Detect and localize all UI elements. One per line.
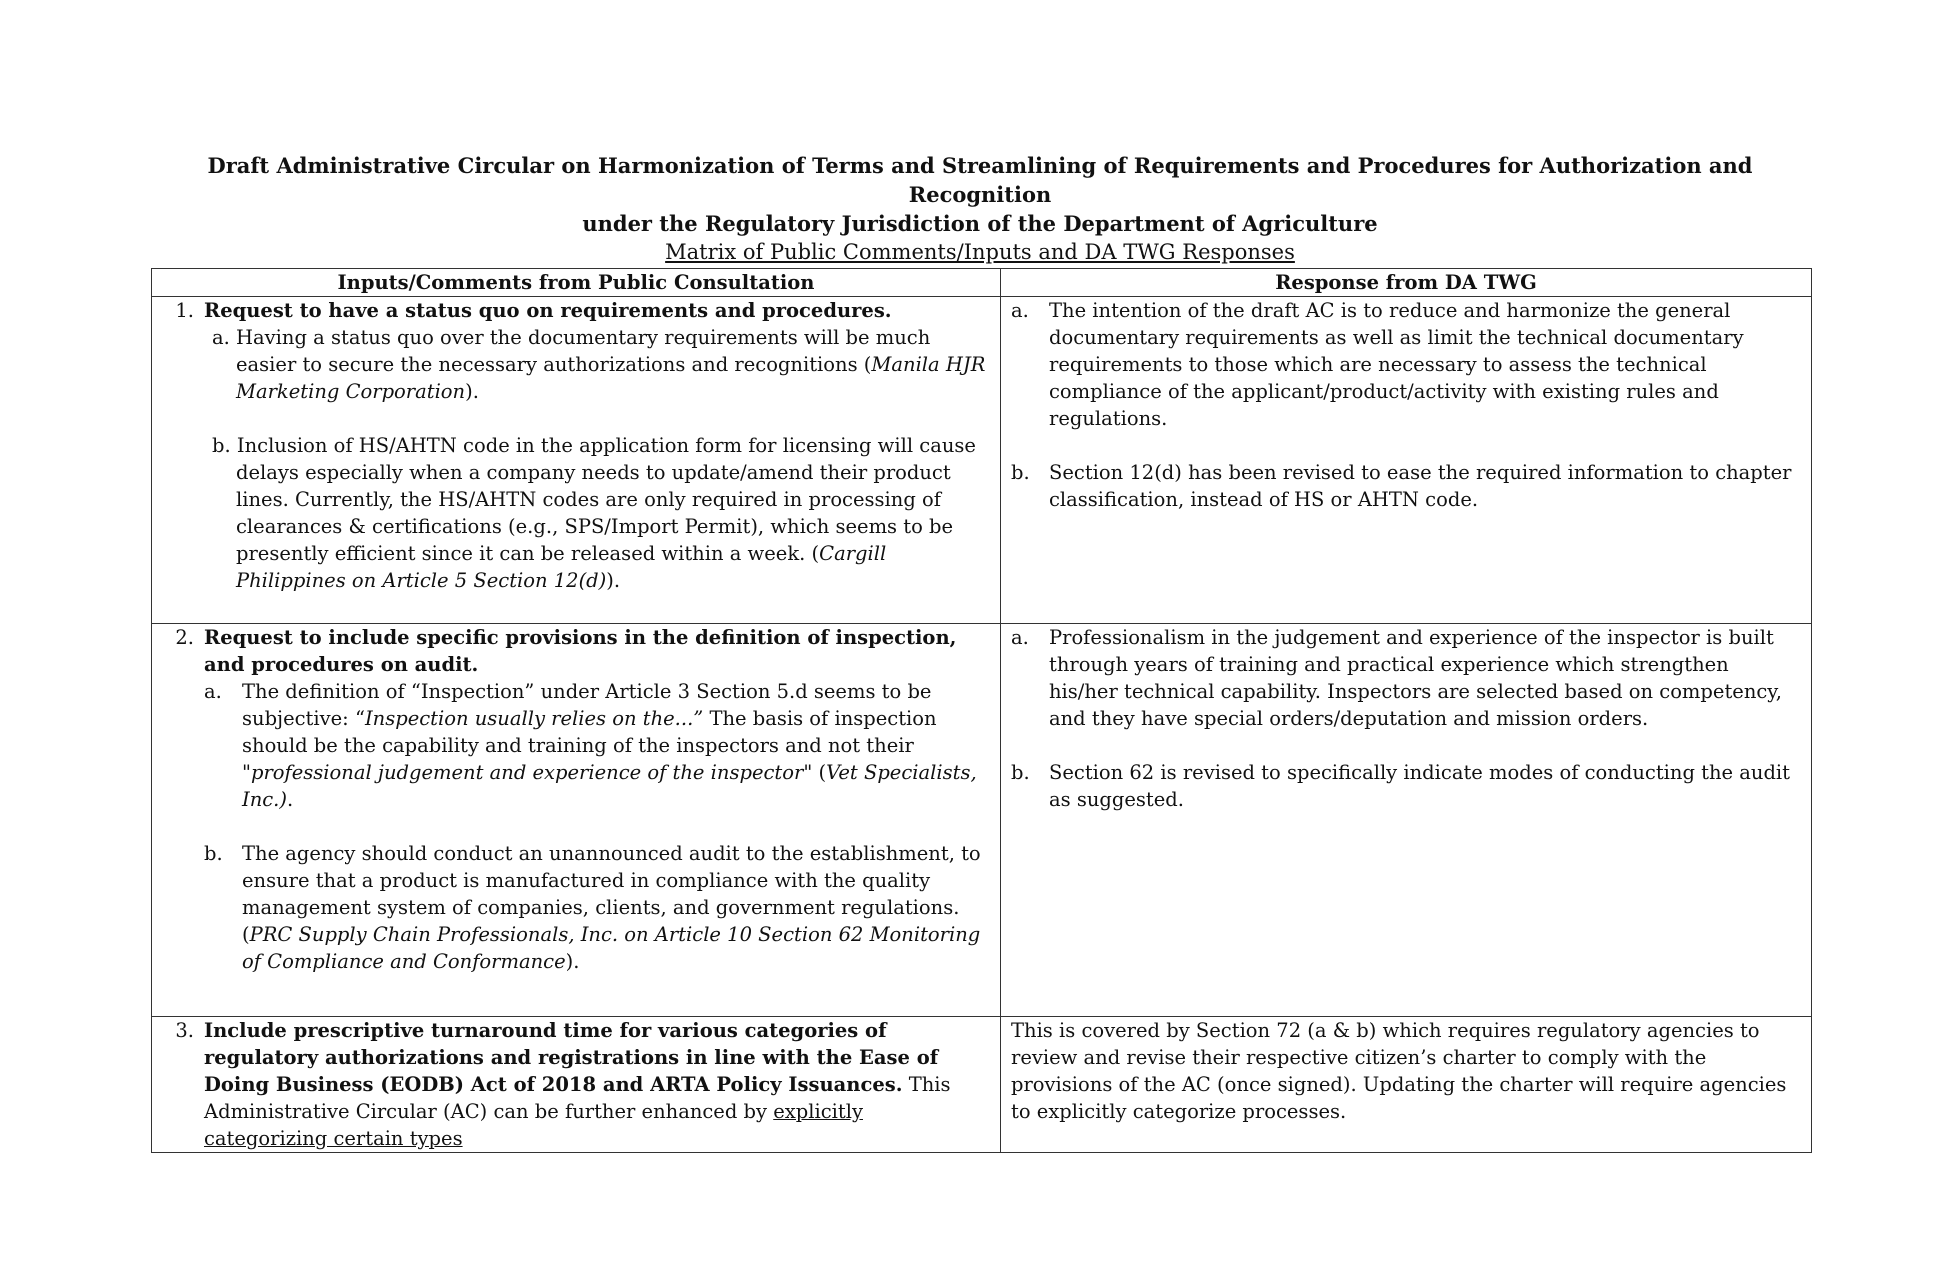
sub-item-mark: b.	[212, 434, 231, 457]
response-text: Professionalism in the judgement and experience of the inspector is built through years of training and practical experience which strengthen his/her technical capability. Inspectors are selected based on competency, and they have special orders/deputation and mission orders.	[1049, 626, 1782, 730]
sub-item-source: PRC Supply Chain Professionals, Inc. on Article 10 Section 62 Monitoring of Compliance and Conformance	[242, 923, 981, 973]
response-text: The intention of the draft AC is to reduce and harmonize the general documentary requirements as well as limit the technical documentary requirements to those which are necessary to assess the technical compliance of the applicant/product/activity with existing rules and regulations.	[1049, 299, 1744, 430]
item-number: 1.	[175, 299, 194, 322]
comment-item	[152, 297, 992, 594]
response-mark: a.	[1011, 626, 1029, 649]
table-header-row	[152, 269, 1812, 297]
sub-item-text-end: " (	[803, 761, 827, 784]
sub-item-source: Cargill Philippines on Article 5 Section 12(d)	[236, 542, 887, 592]
response-text: Section 62 is revised to specifically indicate modes of conducting the audit as suggested.	[1049, 761, 1791, 811]
response-mark: b.	[1011, 461, 1030, 484]
response-mark: a.	[1011, 299, 1029, 322]
header-public-inputs: Inputs/Comments from Public Consultation	[152, 269, 1001, 297]
comments-matrix-table	[151, 268, 1812, 1153]
sub-item-text: Having a status quo over the documentary requirements will be much easier to secure the necessary authorizations and recognitions (	[236, 326, 931, 376]
item-title: Request to include specific provisions in the definition of inspection, and procedures on audit.	[204, 626, 957, 676]
sub-item-text: The definition of “Inspection” under Article 3 Section 5.d seems to be subjective: “	[242, 680, 932, 730]
sub-item-source: Manila HJR Marketing Corporation	[236, 353, 986, 403]
response-text: This is covered by Section 72 (a & b) which requires regulatory agencies to review and revise their respective citizen’s charter to comply with the provisions of the AC (once signed). Updating the charter will require agencies to explicitly categorize processes.	[1011, 1019, 1787, 1123]
item-number: 3.	[175, 1019, 194, 1042]
response-item	[1011, 624, 1801, 732]
sub-item-source: Vet Specialists, Inc.)	[242, 761, 977, 811]
comment-sub-item	[204, 840, 992, 975]
table-row	[152, 624, 1812, 1017]
item-title: Include prescriptive turnaround time for various categories of regulatory authorizations and registrations in line with the Ease of Doing Business (EODB) Act of 2018 and ARTA Policy Issuances.	[204, 1019, 939, 1096]
response-item	[1011, 297, 1801, 432]
sub-item-text: The agency should conduct an unannounced audit to the establishment, to ensure that a product is manufactured in compliance with the quality management system of companies, clients, and government regulations. (	[242, 842, 981, 946]
sub-item-quote: Inspection usually relies on the...”	[364, 707, 704, 730]
comment-cell	[152, 1017, 1001, 1153]
document-subtitle: Matrix of Public Comments/Inputs and DA TWG Responses	[665, 240, 1295, 264]
sub-item-tail: .	[287, 788, 294, 811]
item-text-underlined: explicitly categorizing certain types	[204, 1100, 863, 1150]
response-mark: b.	[1011, 761, 1030, 784]
response-cell	[1001, 624, 1812, 1017]
response-cell	[1001, 297, 1812, 624]
response-item	[1011, 759, 1801, 813]
comment-cell	[152, 624, 1001, 1017]
response-item	[1011, 459, 1801, 513]
comment-item	[152, 624, 992, 975]
sub-item-tail: ).	[606, 569, 621, 592]
sub-item-mark: a.	[212, 326, 230, 349]
document-heading	[150, 151, 1810, 267]
response-cell	[1001, 1017, 1812, 1153]
sub-item-text: Inclusion of HS/AHTN code in the application form for licensing will cause delays especially when a company needs to update/amend their product lines. Currently, the HS/AHTN codes are only required in processing of clearances & certifications (e.g., SPS/Import Permit), which seems to be presently efficient since it can be released within a week. (	[236, 434, 976, 565]
sub-item-mark: a.	[204, 680, 222, 703]
sub-item-text-continued: The basis of inspection should be the capability and training of the inspectors and not their "	[242, 707, 937, 784]
sub-item-tail: ).	[565, 950, 580, 973]
header-twg-response: Response from DA TWG	[1001, 269, 1812, 297]
comment-sub-item	[212, 324, 992, 405]
table-row	[152, 297, 1812, 624]
comment-sub-item	[204, 678, 992, 813]
document-title-line1: Draft Administrative Circular on Harmonization of Terms and Streamlining of Requirements and Procedures for Authorization and Recognition	[207, 153, 1753, 207]
sub-item-quote-2: professional judgement and experience of the inspector	[250, 761, 804, 784]
sub-item-mark: b.	[204, 842, 223, 865]
comment-cell	[152, 297, 1001, 624]
comment-item	[152, 1017, 992, 1152]
document-title-line2: under the Regulatory Jurisdiction of the Department of Agriculture	[582, 211, 1378, 236]
item-number: 2.	[175, 626, 194, 649]
comment-sub-item	[212, 432, 992, 594]
table-row	[152, 1017, 1812, 1153]
item-text: This Administrative Circular (AC) can be further enhanced by	[204, 1073, 951, 1123]
response-text: Section 12(d) has been revised to ease the required information to chapter classification, instead of HS or AHTN code.	[1049, 461, 1792, 511]
item-title: Request to have a status quo on requirements and procedures.	[204, 299, 892, 322]
sub-item-tail: ).	[465, 380, 479, 403]
